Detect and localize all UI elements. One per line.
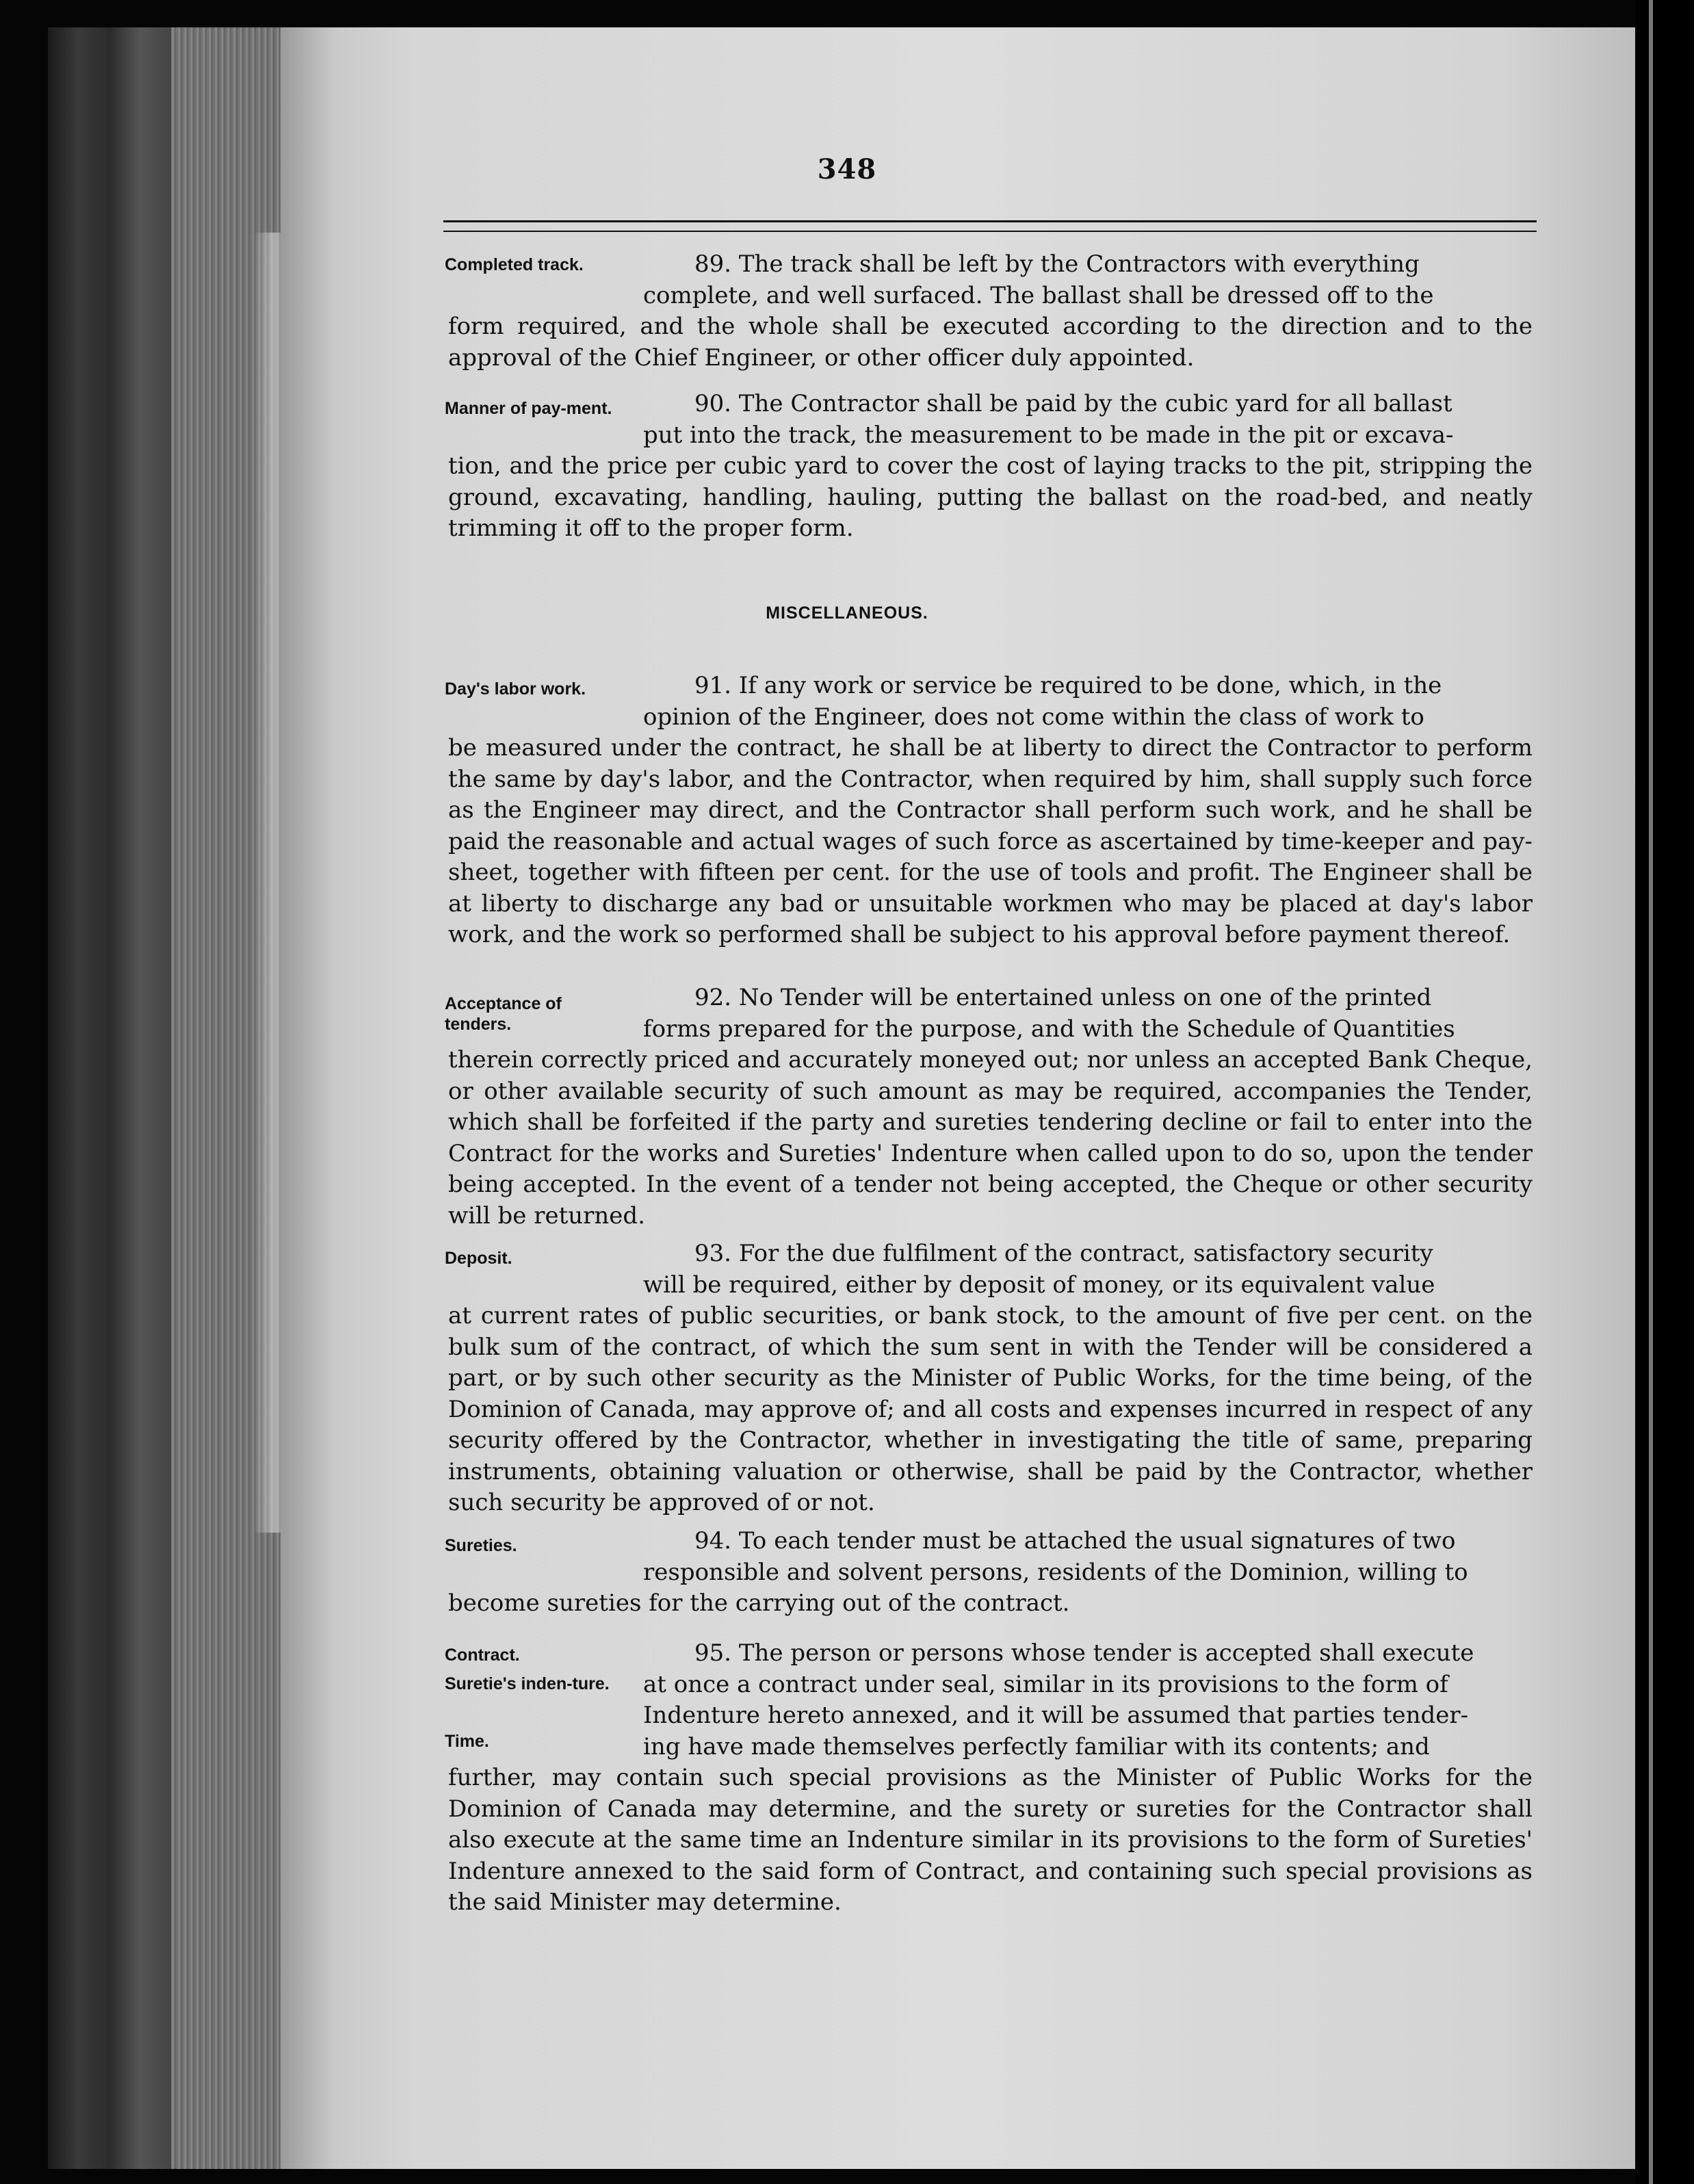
page-number: 348: [817, 153, 877, 185]
clause-95-hang-line-1: at once a contract under seal, similar in its provisions to the form of: [643, 1670, 1448, 1698]
clause-93-body: at current rates of public securities, or bank stock, to the amount of five per cent. on the bulk sum of the contract, of which the sum sent in with the Tender will be considered a part, or by such other security as the Minister of Public Works, for the time being, of the Dominion of Canada, may approve of; and all costs and expenses incurred in respect of any security offered by the Contractor, whether in investigating the title of same, preparing instruments, obtaining valuation or otherwise, shall be paid by the Contractor, whether such security be approved of or not.: [448, 1302, 1533, 1516]
clause-94-hang-line: responsible and solvent persons, residents of the Dominion, willing to: [643, 1558, 1468, 1586]
clause-93-first-line: 93. For the due fulfilment of the contract, satisfactory security: [694, 1240, 1433, 1267]
margin-note-time: Time.: [445, 1732, 489, 1751]
clause-89-hang-line: complete, and well surfaced. The ballast shall be dressed off to the: [643, 281, 1434, 309]
margin-note-manner-of-payment: Manner of pay-ment.: [445, 399, 612, 418]
clause-90-hang-line: put into the track, the measurement to be made in the pit or excava-: [643, 421, 1454, 449]
clause-89: [448, 249, 1533, 374]
clause-95-body: further, may contain such special provisions as the Minister of Public Works for the Dominion of Canada may determine, and the surety or sureties for the Contractor shall also execute at the same time an Indenture similar in its provisions to the form of Sureties' Indenture annexed to the said form of Contract, and containing such special provisions as the said Minister may determine.: [448, 1764, 1533, 1916]
margin-note-deposit: Deposit.: [445, 1249, 512, 1268]
margin-note-completed-track: Completed track.: [445, 255, 584, 274]
margin-note-sureties: Sureties.: [445, 1536, 517, 1555]
book-spine: [48, 27, 171, 2169]
clause-89-first-line: 89. The track shall be left by the Contractors with everything: [694, 250, 1420, 278]
section-heading-miscellaneous: MISCELLANEOUS.: [766, 603, 928, 623]
page-block-edge: [171, 27, 287, 2169]
clause-94-first-line: 94. To each tender must be attached the usual signatures of two: [694, 1527, 1456, 1555]
clause-93: [448, 1238, 1533, 1519]
clause-90: [448, 389, 1533, 545]
margin-note-days-labor-work: Day's labor work.: [445, 679, 586, 699]
margin-note-contract: Contract.: [445, 1646, 520, 1665]
clause-90-body: tion, and the price per cubic yard to cover the cost of laying tracks to the pit, stripping the ground, excavating, handling, hauling, putting the ballast on the road-bed, and neatly trimming it off to the proper form.: [448, 452, 1533, 542]
clause-95-hang-line-2: Indenture hereto annexed, and it will be assumed that parties tender-: [643, 1702, 1469, 1729]
clause-91-body: be measured under the contract, he shall be at liberty to direct the Contractor to perform the same by day's labor, and the Contractor, when required by him, shall supply such force as the Engineer may direct, and the Contractor shall perform such work, and he shall be paid the reasonable and actual wages of such force as ascertained by time-keeper and pay-sheet, together with fifteen per cent. for the use of tools and profit. The Engineer shall be at liberty to discharge any bad or unsuitable workmen who may be placed at day's labor work, and the work so performed shall be subject to his approval before payment thereof.: [448, 734, 1533, 948]
header-rule: [443, 220, 1537, 232]
clause-92-body: therein correctly priced and accurately moneyed out; nor unless an accepted Bank Cheque, or other available security of such amount as may be required, accompanies the Tender, which shall be forfeited if the party and sureties tendering decline or fail to enter into the Contract for the works and Sureties' Indenture when called upon to do so, upon the tender being accepted. In the event of a tender not being accepted, the Cheque or other security will be returned.: [448, 1046, 1533, 1230]
clause-94: [448, 1526, 1533, 1620]
clause-92-hang-line: forms prepared for the purpose, and with the Schedule of Quantities: [643, 1015, 1455, 1043]
clause-95-first-line: 95. The person or persons whose tender is accepted shall execute: [694, 1639, 1474, 1667]
clause-95: [448, 1638, 1533, 1919]
margin-note-acceptance-of-tenders: Acceptance of tenders.: [445, 994, 562, 1034]
clause-92: [448, 983, 1533, 1232]
clause-90-first-line: 90. The Contractor shall be paid by the cubic yard for all ballast: [694, 390, 1452, 417]
clause-92-first-line: 92. No Tender will be entertained unless on one of the printed: [694, 984, 1432, 1011]
clause-93-hang-line: will be required, either by deposit of money, or its equivalent value: [643, 1271, 1435, 1299]
clause-91-hang-line: opinion of the Engineer, does not come within the class of work to: [643, 703, 1424, 731]
clause-95-hang-line-3: ing have made themselves perfectly familiar with its contents; and: [643, 1732, 1430, 1760]
clause-91: [448, 671, 1533, 951]
margin-note-sureties-indenture: Suretie's inden-ture.: [445, 1674, 610, 1693]
clause-91-first-line: 91. If any work or service be required to be done, which, in the: [694, 672, 1442, 699]
clause-89-body: form required, and the whole shall be executed according to the direction and to the approval of the Chief Engineer, or other officer duly appointed.: [448, 313, 1533, 372]
clause-94-body: become sureties for the carrying out of the contract.: [448, 1589, 1070, 1617]
right-page-edge: [1635, 0, 1694, 2184]
